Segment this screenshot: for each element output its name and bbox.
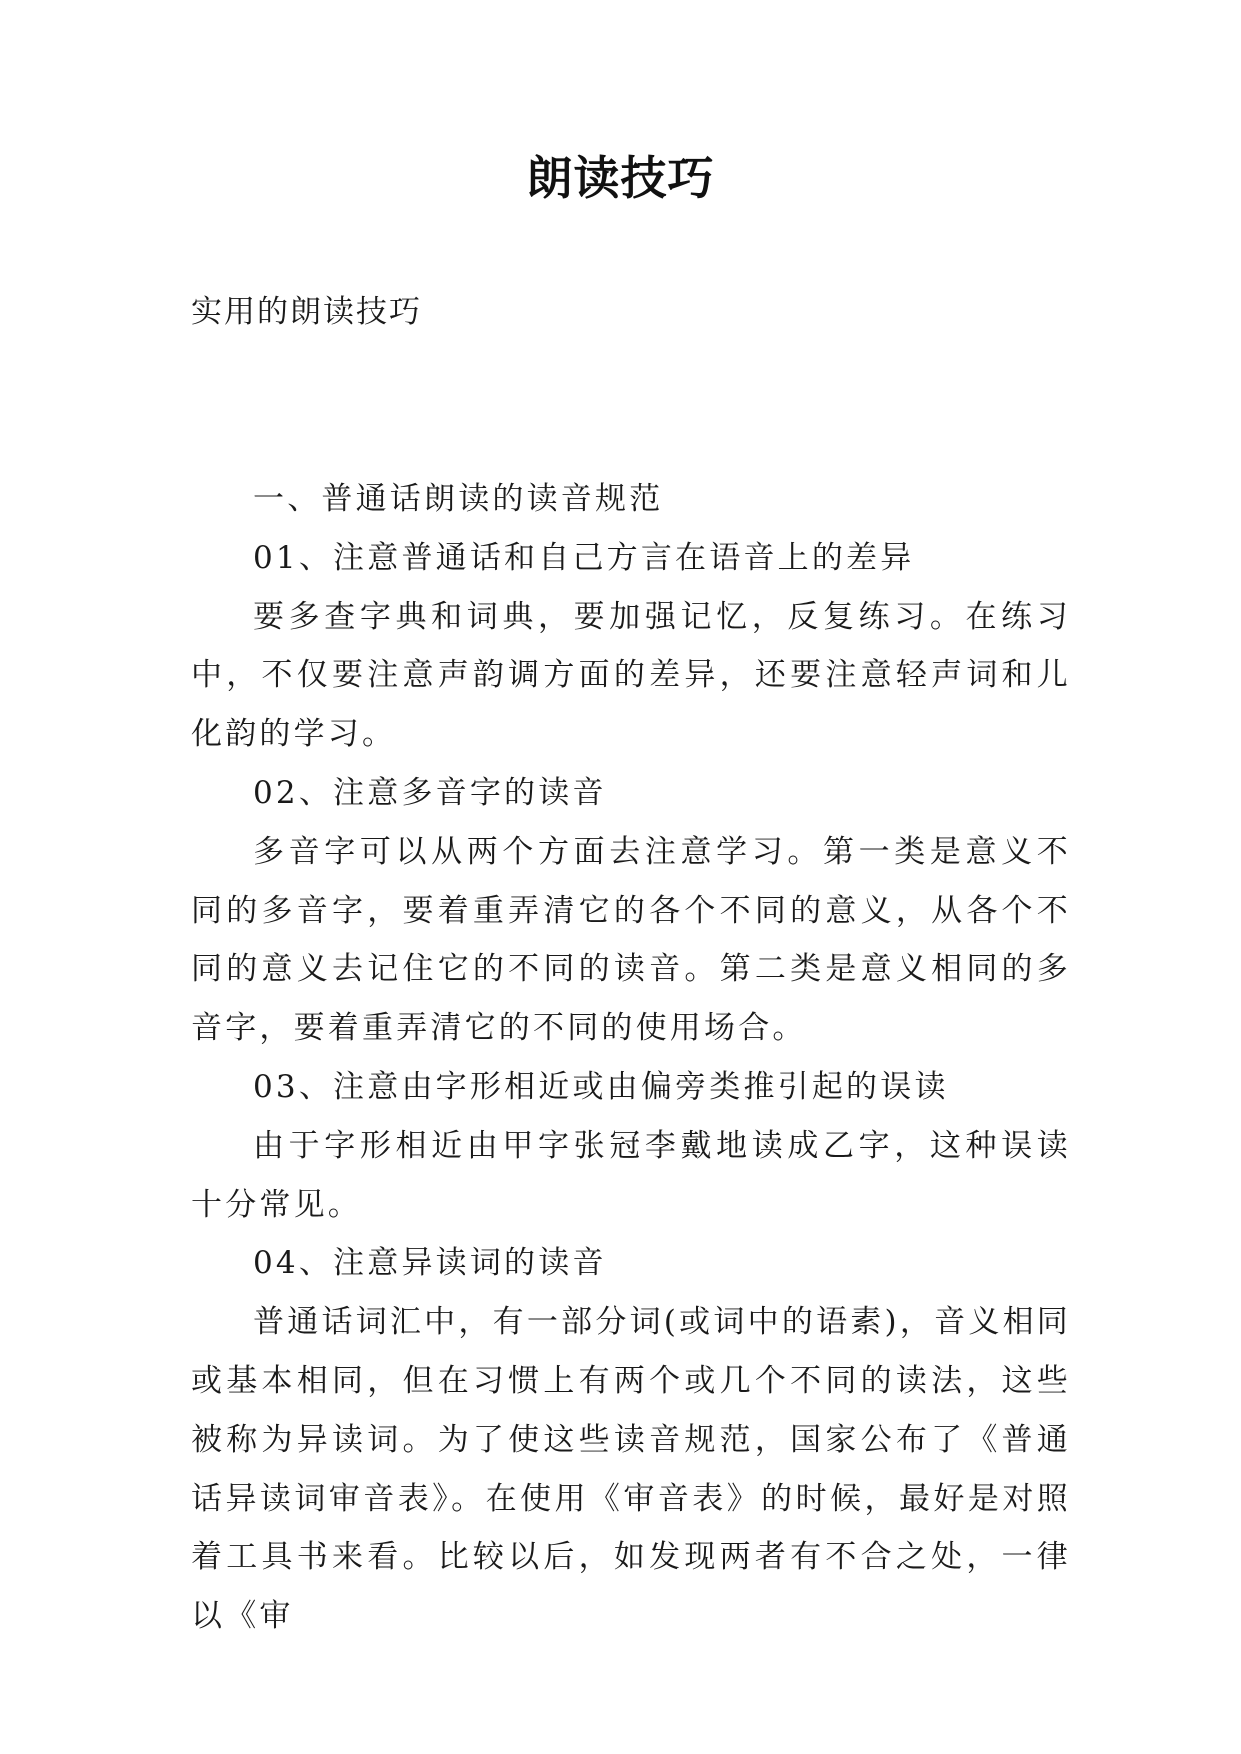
section-heading: 一、普通话朗读的读音规范	[253, 481, 664, 517]
subsection-heading: 03、注意由字形相近或由偏旁类推引起的误读	[253, 1068, 949, 1105]
document-subtitle: 实用的朗读技巧	[191, 294, 422, 330]
subsection-heading: 01、注意普通话和自己方言在语音上的差异	[253, 539, 915, 576]
subsection-heading: 04、注意异读词的读音	[253, 1245, 607, 1282]
document-title: 朗读技巧	[526, 151, 715, 205]
body-paragraph: 多音字可以从两个方面去注意学习。第一类是意义不同的多音字，要着重弄清它的各个不同的意义，从各个不同的意义去记住它的不同的读音。第二类是意义相同的多音字，要着重弄清它的不同的使用场合。	[191, 833, 1071, 1047]
body-paragraph: 要多查字典和词典，要加强记忆，反复练习。在练习中，不仅要注意声韵调方面的差异，还要注意轻声词和儿化韵的学习。	[191, 598, 1071, 753]
body-paragraph: 普通话词汇中，有一部分词(或词中的语素)，音义相同或基本相同，但在习惯上有两个或几个不同的读法，这些被称为异读词。为了使这些读音规范，国家公布了《普通话异读词审音表》。在使用《审音表》的时候，最好是对照着工具书来看。比较以后，如发现两者有不合之处，一律以《审	[191, 1304, 1071, 1635]
subsection-heading: 02、注意多音字的读音	[253, 774, 607, 811]
document-body	[191, 470, 1071, 1646]
body-paragraph: 由于字形相近由甲字张冠李戴地读成乙字，这种误读十分常见。	[191, 1127, 1071, 1223]
